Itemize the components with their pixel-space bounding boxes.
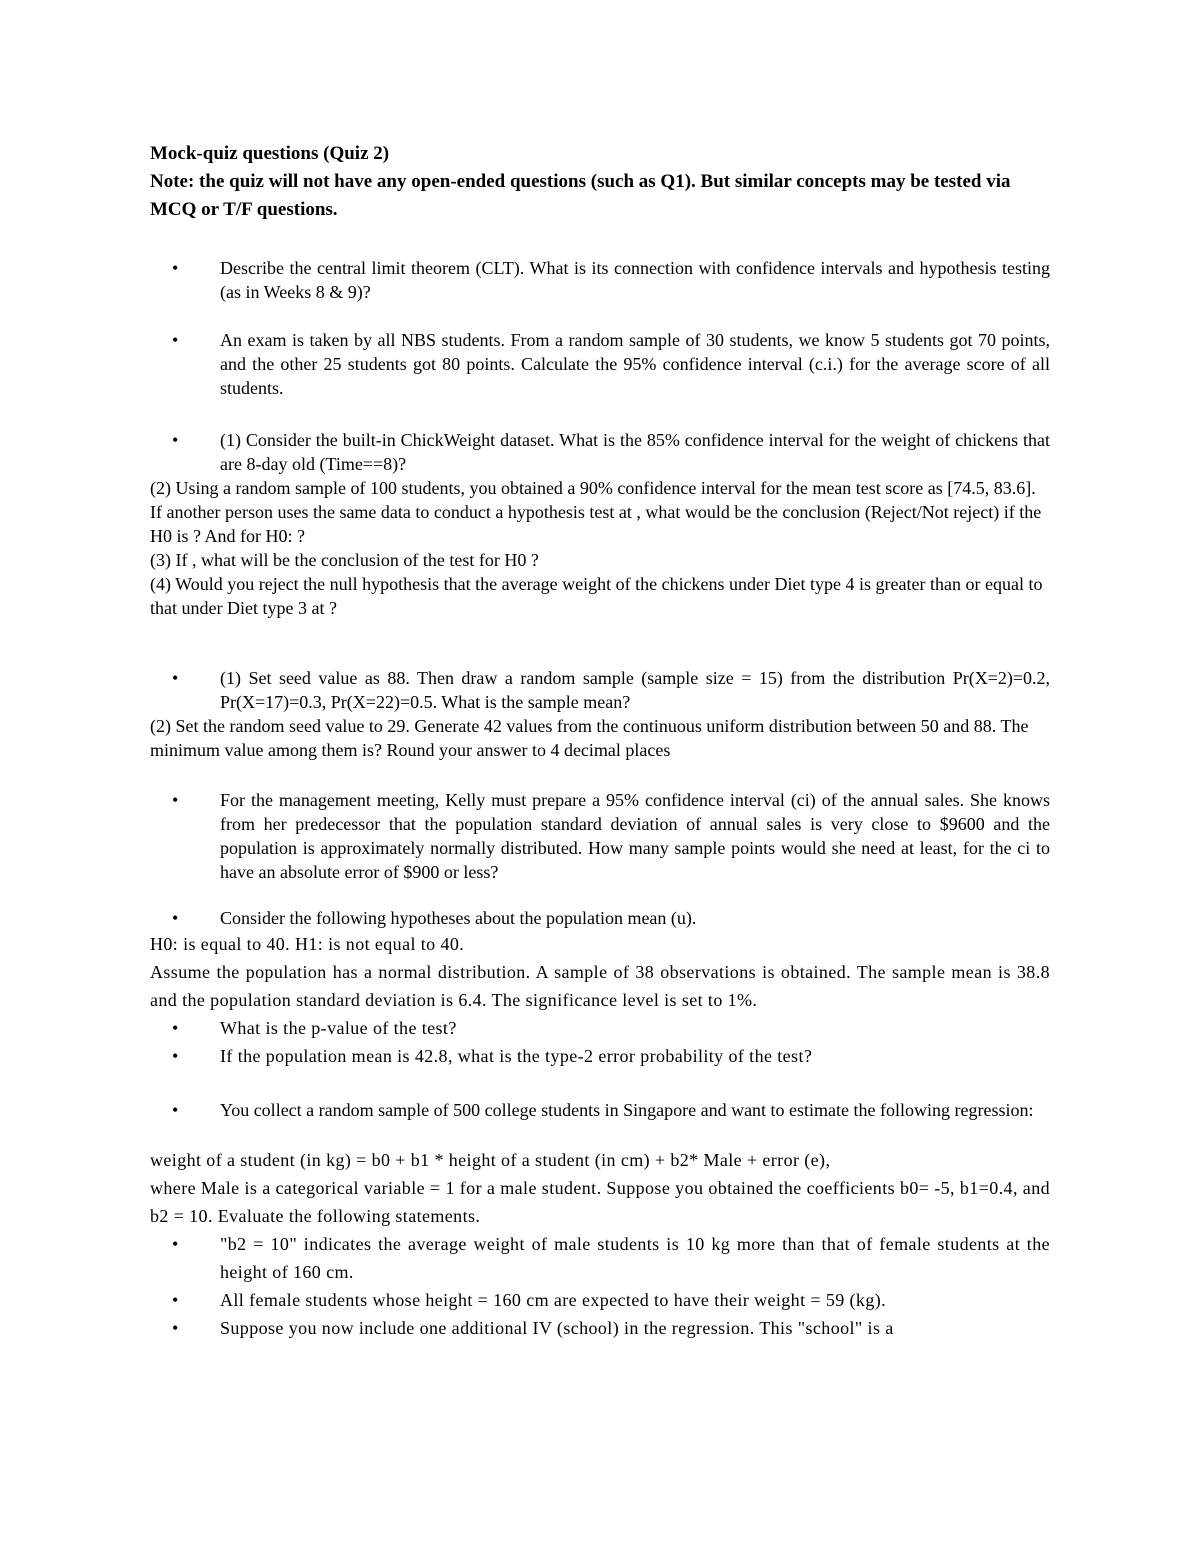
question-text: (1) Consider the built-in ChickWeight dataset. What is the 85% confidence interval for the weight of chickens that are 8-day old (Time==8)?	[220, 430, 1050, 474]
bullet-icon: •	[172, 668, 179, 688]
question-chickweight	[150, 428, 1050, 476]
bullet-icon: •	[172, 1234, 179, 1254]
question-text: If the population mean is 42.8, what is the type-2 error probability of the test?	[220, 1046, 813, 1066]
question-text: Consider the following hypotheses about the population mean (u).	[220, 908, 697, 928]
question-text: You collect a random sample of 500 college students in Singapore and want to estimate the following regression:	[220, 1100, 1034, 1120]
regression-description: where Male is a categorical variable = 1 for a male student. Suppose you obtained the coefficients b0= -5, b1=0.4, and b2 = 10. Evaluate the following statements.	[150, 1178, 1050, 1226]
bullet-icon: •	[172, 1018, 179, 1038]
bullet-icon: •	[172, 908, 179, 928]
hypotheses-description: Assume the population has a normal distribution. A sample of 38 observations is obtained. The sample mean is 38.8 and the population standard deviation is 6.4. The significance level is set to 1%.	[150, 962, 1050, 1010]
question-text: An exam is taken by all NBS students. From a random sample of 30 students, we know 5 students got 70 points, and the other 25 students got 80 points. Calculate the 95% confidence interval (c.i.) for the average score of all students.	[220, 330, 1050, 398]
question-hypotheses	[150, 906, 1050, 930]
question-text: For the management meeting, Kelly must prepare a 95% confidence interval (ci) of the annual sales. She knows from her predecessor that the population standard deviation of annual sales is very close to $9600 and the population is approximately normally distributed. How many sample points would she need at least, for the ci to have an absolute error of $900 or less?	[220, 790, 1050, 882]
bullet-icon: •	[172, 1100, 179, 1120]
bullet-icon: •	[172, 258, 179, 278]
sub-question	[150, 1014, 1050, 1042]
statement	[150, 1314, 1050, 1342]
bullet-icon: •	[172, 790, 179, 810]
sub-question	[150, 1042, 1050, 1070]
hypotheses-line: H0: is equal to 40. H1: is not equal to 40.	[150, 934, 465, 954]
question-part: (3) If , what will be the conclusion of the test for H0 ?	[150, 550, 539, 570]
document-page	[150, 140, 1050, 1342]
question-part: (2) Using a random sample of 100 students, you obtained a 90% confidence interval for the mean test score as [74.5, 83.6]. If another person uses the same data to conduct a hypothesis test at , what would be the conclusion (Reject/Not reject) if the H0 is ? And for H0: ?	[150, 478, 1042, 546]
statement	[150, 1286, 1050, 1314]
statement	[150, 1230, 1050, 1286]
question-part: (2) Set the random seed value to 29. Generate 42 values from the continuous uniform distribution between 50 and 88. The minimum value among them is? Round your answer to 4 decimal places	[150, 716, 1029, 760]
page-title: Mock-quiz questions (Quiz 2)	[150, 143, 390, 164]
bullet-icon: •	[172, 330, 179, 350]
statement-text: Suppose you now include one additional IV (school) in the regression. This "school" is a	[220, 1318, 894, 1338]
question-exam-ci	[150, 328, 1050, 400]
question-seed-sample	[150, 666, 1050, 714]
bullet-icon: •	[172, 1318, 179, 1338]
question-regression	[150, 1098, 1050, 1122]
bullet-icon: •	[172, 430, 179, 450]
question-text: What is the p-value of the test?	[220, 1018, 457, 1038]
statement-text: All female students whose height = 160 cm are expected to have their weight = 59 (kg).	[220, 1290, 887, 1310]
question-sample-size	[150, 788, 1050, 884]
bullet-icon: •	[172, 1046, 179, 1066]
question-part: (4) Would you reject the null hypothesis that the average weight of the chickens under Diet type 4 is greater than or equal to that under Diet type 3 at ?	[150, 574, 1043, 618]
regression-equation: weight of a student (in kg) = b0 + b1 * height of a student (in cm) + b2* Male + error (e),	[150, 1150, 831, 1170]
bullet-icon: •	[172, 1290, 179, 1310]
question-text: Describe the central limit theorem (CLT). What is its connection with confidence intervals and hypothesis testing (as in Weeks 8 & 9)?	[220, 258, 1050, 302]
quiz-note: Note: the quiz will not have any open-ended questions (such as Q1). But similar concepts may be tested via MCQ or T/F questions.	[150, 171, 1011, 220]
question-clt	[150, 256, 1050, 304]
question-text: (1) Set seed value as 88. Then draw a random sample (sample size = 15) from the distribution Pr(X=2)=0.2, Pr(X=17)=0.3, Pr(X=22)=0.5. What is the sample mean?	[220, 668, 1050, 712]
statement-text: "b2 = 10" indicates the average weight of male students is 10 kg more than that of female students at the height of 160 cm.	[220, 1234, 1050, 1282]
